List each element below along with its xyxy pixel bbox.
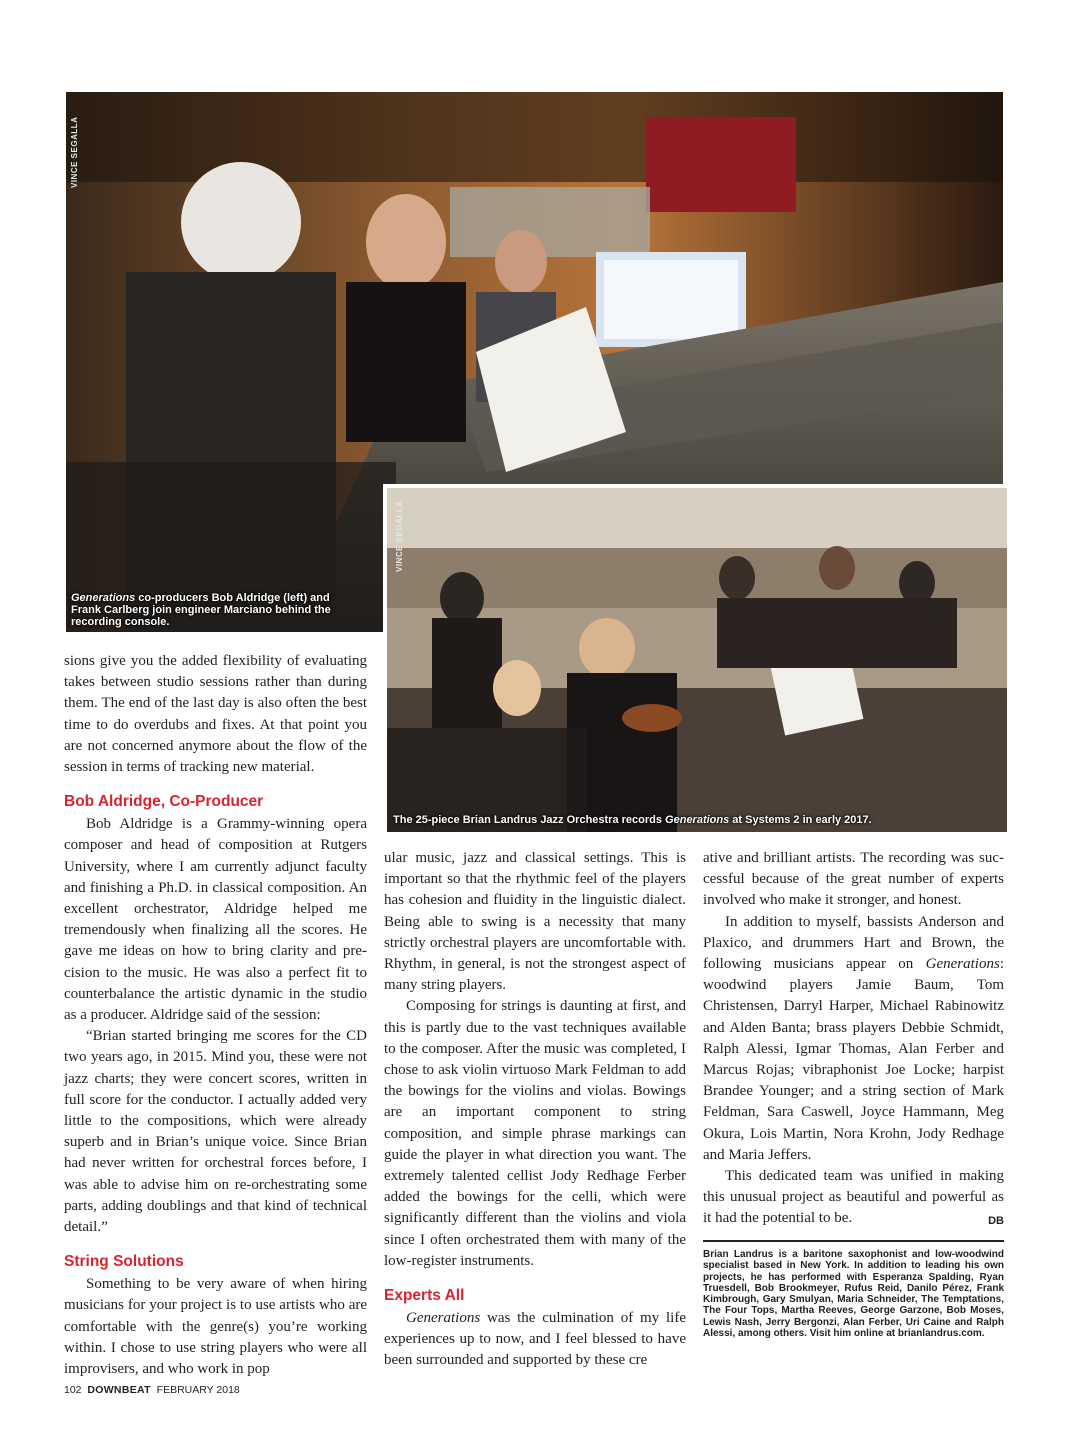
photo-caption (393, 814, 993, 826)
paragraph: Something to be very aware of when hiring musicians for your project is to use artists who are comfortable with the genre(s) you’re working within. I chose to use string players who were all improvisers, and who work in pop (64, 1276, 367, 1378)
photo-credit: VINCE SEGALLA (70, 116, 79, 188)
issue-date: FEBRUARY 2018 (156, 1384, 240, 1396)
album-title: Generations (925, 956, 1000, 973)
caption-text-end: at Systems 2 in early 2017. (729, 814, 872, 826)
caption-album-title: Generations (665, 814, 730, 826)
paragraph (703, 912, 1004, 1166)
article-column-2 (384, 848, 686, 1372)
photo-credit: VINCE SEGALLA (395, 500, 404, 572)
section-heading: Bob Aldridge, Co-Producer (64, 793, 264, 811)
orchestra-photo-illustration (387, 488, 1007, 832)
author-bio: Brian Landrus is a baritone saxophonist and low-woodwind specialist based in New York. In addition to leading his own projects, he has performed with Esperanza Spalding, Ryan Truesdell, Bob Brookmeyer, Rufus Reid, Danilo Pérez, Frank Kimbrough, Gary Smulyan, Maria Schneider, The Temptations, The Four Tops, Martha Reeves, George Garzone, Bob Moses, Lewis Nash, Jerry Bergonzi, Alan Ferber, Uri Caine and Ralph Alessi, among others. Visit him online at brianlandrus.com. (703, 1240, 1004, 1339)
caption-text: The 25-piece Brian Landrus Jazz Orchestra records (393, 814, 666, 826)
section-heading: Experts All (384, 1287, 465, 1305)
article-column-3 (703, 848, 1004, 1233)
section-heading: String Solutions (64, 1253, 184, 1271)
caption-text: co-producers Bob Aldridge (left) and Frank Carlberg join engineer Marciano behind the recording console. (71, 592, 331, 628)
paragraph-text: This dedicated team was unified in making this unusual project as beautiful and powerful as it had the potential to be. (703, 1168, 1004, 1227)
magazine-name: DOWNBEAT (87, 1384, 151, 1396)
paragraph (703, 1166, 1004, 1230)
paragraph (384, 1308, 686, 1372)
paragraph-text-end: : woodwind players Jamie Baum, Tom Christensen, Darryl Harper, Michael Rabinowitz and Alden Banta; brass players Debbie Schmidt, Ralph Alessi, Igmar Thomas, Alan Ferber and Marcus Rojas; vibraphonist Joe Locke; harpist Brandee Younger; and a string section of Mark Feldman, Sara Caswell, Joyce Hammann, Meg Okura, Lois Martin, Nora Krohn, Jody Redhage and Maria Jeffers. (703, 956, 1004, 1163)
paragraph: ular music, jazz and classical settings. This is important so that the rhythmic feel of the players has cohesion and fluidity in the linguistic dialect. Being able to swing is a necessity that many strictly orchestral players are uncomfortable with. Rhythm, in general, is not the strongest aspect of many string players. (384, 850, 686, 994)
caption-album-title: Generations (71, 592, 136, 604)
article-column-1 (64, 651, 367, 1380)
paragraph-text: In addition to myself, bassists Anderson and Plaxico, and drummers Hart and Brown, the following musicians appear on (703, 913, 1004, 973)
photo-caption (71, 592, 341, 628)
album-title: Generations (406, 1310, 481, 1327)
paragraph: Composing for strings is daunting at first, and this is partly due to the vast techniques available to the composer. After the music was completed, I chose to ask violin virtuoso Mark Feldman to add the bowings for the violins and violas. Bowings are an important component to string composition, and simple phrase markings can guide the player in what direction you want. The extremely talented cellist Jody Redhage Ferber added the bowings for the celli, which were significantly different than the violins and viola since I often orchestrated them with many of the low-register instruments. (384, 998, 686, 1269)
end-mark: DB (988, 1215, 1004, 1228)
paragraph: sions give you the added flexibility of evaluating takes between studio sessions rather than during them. The end of the last day is also often the best time to do overdubs and fixes. At that point you are not concerned anymore about the flow of the session in terms of tracking new material. (64, 653, 367, 776)
page-footer (64, 1384, 240, 1396)
photo-orchestra-recording (383, 484, 1007, 832)
paragraph: “Brian started bringing me scores for the CD two years ago, in 2015. Mind you, these were not jazz charts; they were concert scores, written in full score for the conductor. I actually added very little to the compositions, which were already superb and in Brian’s unique voice. Since Brian had never written for orchestral forces before, I was able to advise him on re-orchestrating some parts, adding doublings and that kind of technical detail.” (64, 1028, 367, 1236)
page-number: 102 (64, 1384, 82, 1396)
paragraph: ative and brilliant artists. The recording was successful because of the great number of experts involved who make it stronger, and honest. (703, 850, 1004, 909)
paragraph: Bob Aldridge is a Grammy-winning opera composer and head of composition at Rutgers University, where I am currently adjunct faculty and finishing a Ph.D. in classical composition. An excellent orchestrator, Aldridge helped me tremendously when finalizing all the scores. He gave me ideas on how to bring clarity and precision to the music. He was also a perfect fit to counterbalance the artistic dynamic in the studio as a producer. Aldridge said of the session: (64, 816, 367, 1024)
paragraph-text: was the culmination of my life experiences up to now, and I feel blessed to have been surrounded and supported by these cre (384, 1310, 686, 1369)
